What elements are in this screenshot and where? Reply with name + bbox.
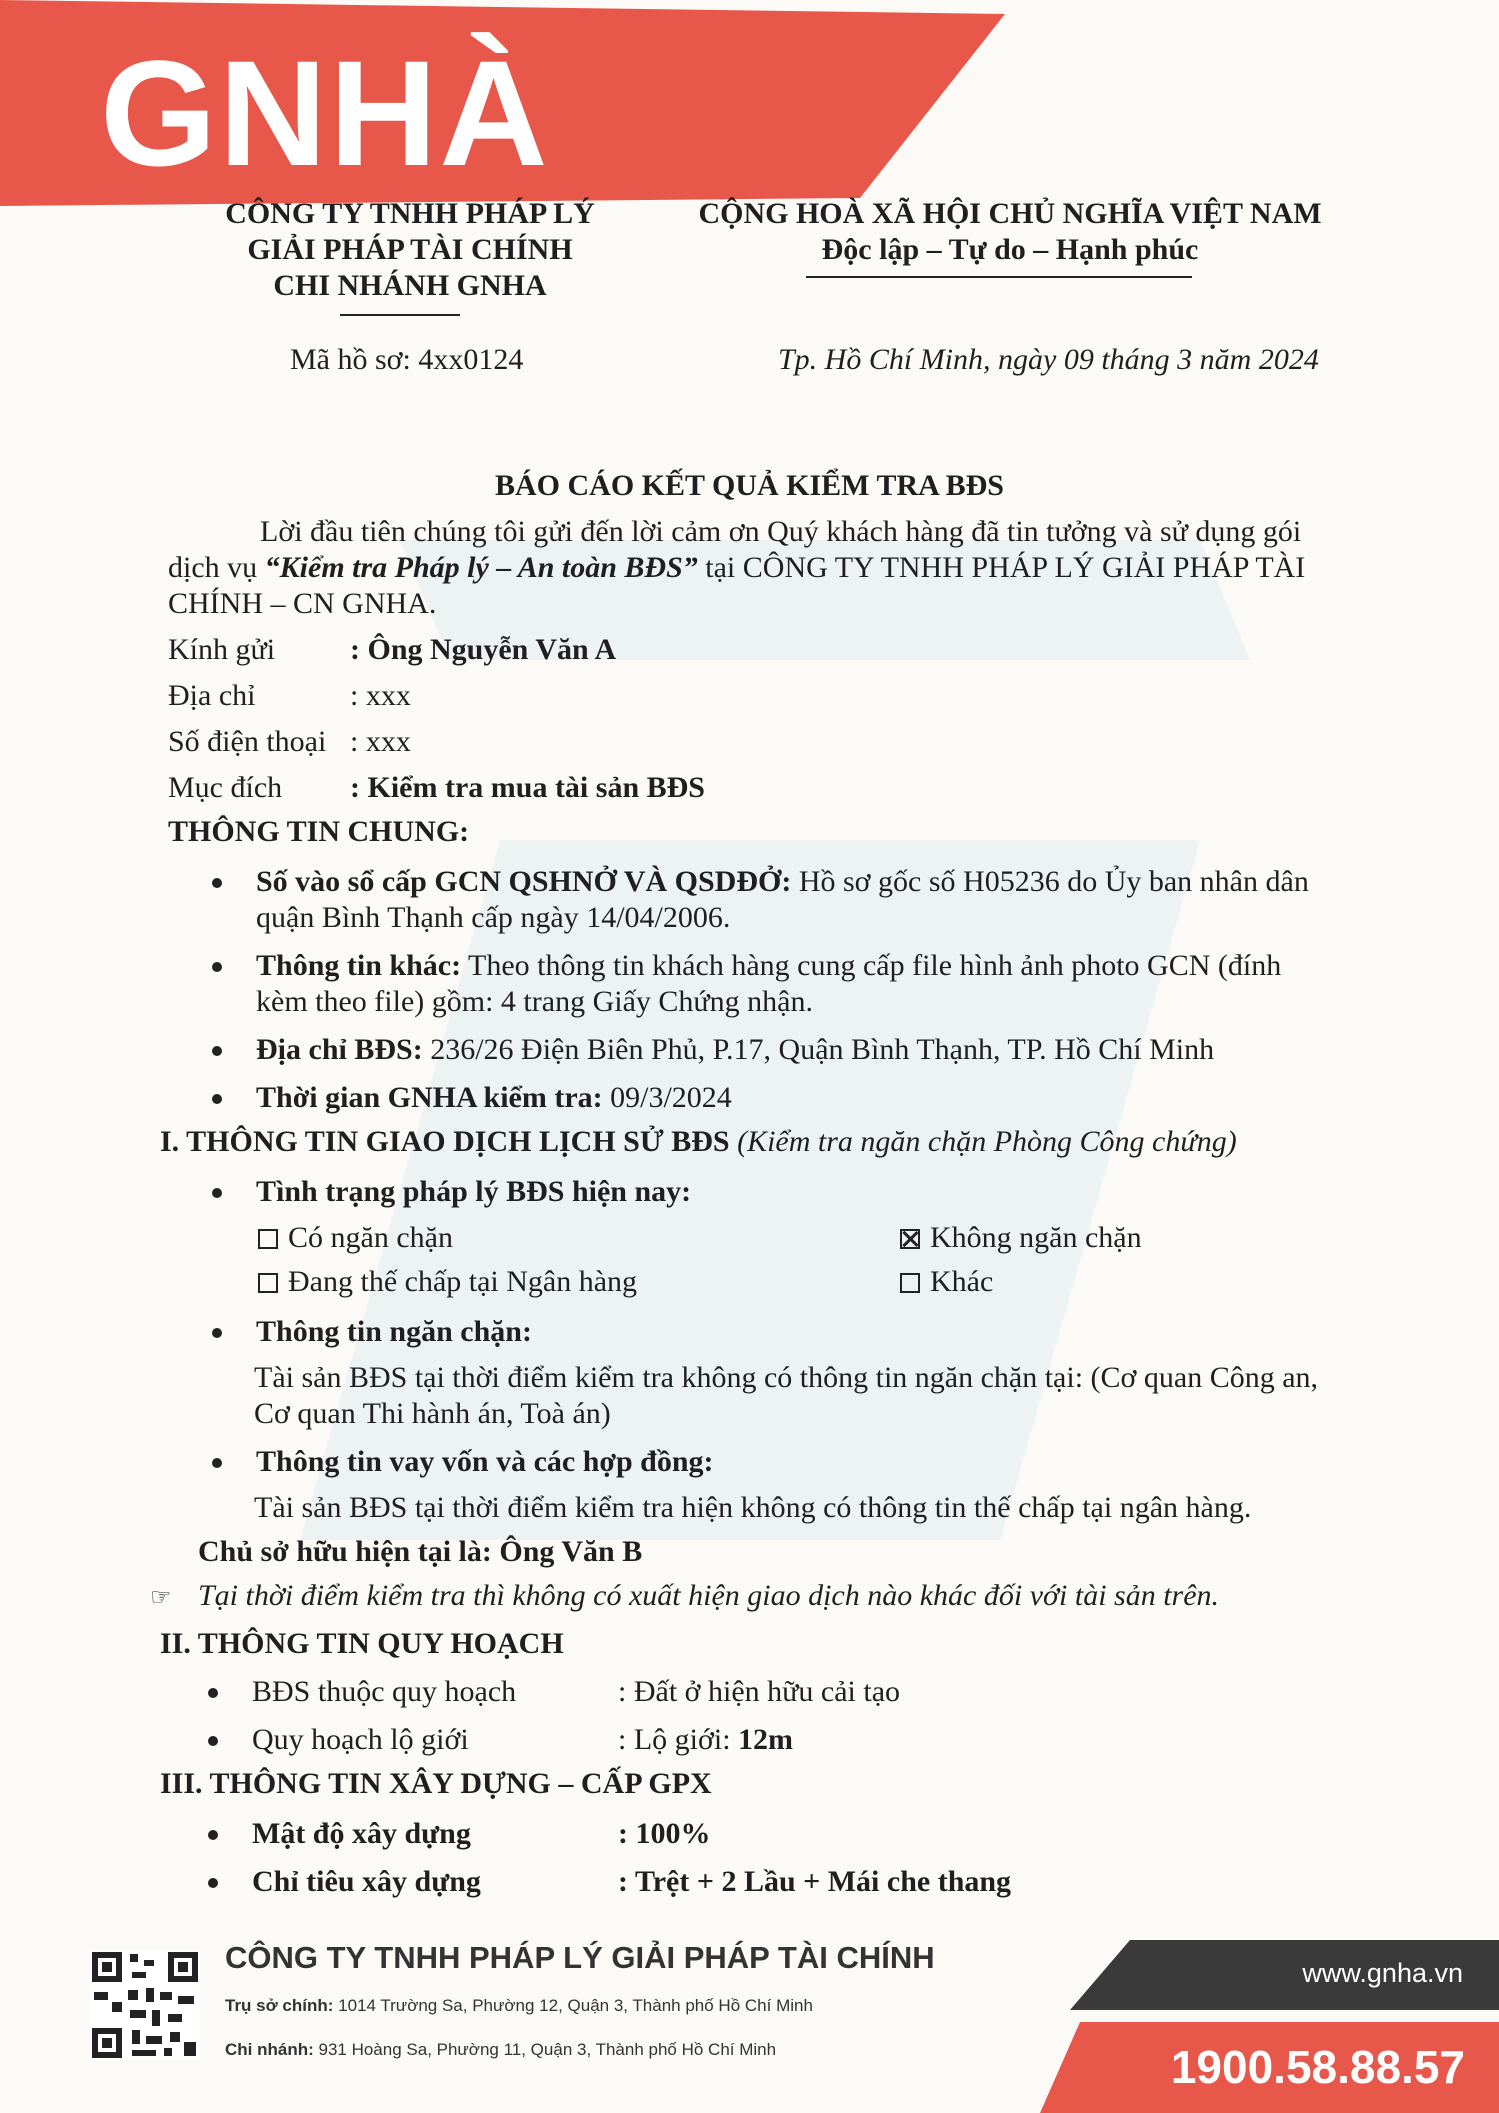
company-line-3: CHI NHÁNH GNHA [273, 269, 547, 302]
block-info-text-1: Tài sản BĐS tại thời điểm kiểm tra không có thông tin ngăn chặn tại: (Cơ quan Công an, [254, 1361, 1319, 1394]
company-underline [340, 314, 460, 316]
recipient-value-3: : Kiểm tra mua tài sản BĐS [350, 771, 705, 804]
checkbox-icon [258, 1273, 278, 1293]
recipient-value-2: : xxx [350, 725, 411, 758]
company-logo: GNHÀ [100, 29, 550, 197]
section1-heading: I. THÔNG TIN GIAO DỊCH LỊCH SỬ BĐS (Kiểm tra ngăn chặn Phòng Công chứng) [160, 1125, 1237, 1158]
recipient-label-2: Số điện thoại [168, 725, 327, 758]
general-bullet-2: Thông tin khác: Theo thông tin khách hàng cung cấp file hình ảnh photo GCN (đính [256, 949, 1282, 982]
legal-status-label: Tình trạng pháp lý BĐS hiện nay: [256, 1175, 692, 1208]
company-line-2: GIẢI PHÁP TÀI CHÍNH [247, 233, 573, 266]
company-header [170, 196, 650, 304]
report-title: BÁO CÁO KẾT QUẢ KIỂM TRA BĐS [495, 469, 1004, 502]
pointing-hand-icon: ☞ [150, 1585, 172, 1611]
company-line-1: CÔNG TY TNHH PHÁP LÝ [225, 197, 595, 230]
option-not-blocked: Không ngăn chặn [900, 1220, 1142, 1256]
recipient-value-0: : Ông Nguyễn Văn A [350, 633, 617, 666]
planning-row-value-0: : Đất ở hiện hữu cải tạo [618, 1675, 901, 1708]
construction-row-label-0: Mật độ xây dựng [252, 1817, 471, 1850]
general-bullet-2-cont: kèm theo file) gồm: 4 trang Giấy Chứng nhận. [256, 985, 813, 1018]
place-date: Tp. Hồ Chí Minh, ngày 09 tháng 3 năm 2024 [778, 343, 1319, 376]
construction-row-value-1: : Trệt + 2 Lầu + Mái che thang [618, 1865, 1012, 1898]
motto-underline [806, 276, 1192, 278]
option-mortgaged: Đang thế chấp tại Ngân hàng [258, 1264, 637, 1300]
option-other: Khác [900, 1264, 993, 1300]
loan-info-text: Tài sản BĐS tại thời điểm kiểm tra hiện không có thông tin thế chấp tại ngân hàng. [254, 1491, 1252, 1524]
footer-hq: Trụ sở chính: 1014 Trường Sa, Phường 12, Quận 3, Thành phố Hồ Chí Minh [225, 1996, 813, 2015]
checked-checkbox-icon [900, 1229, 920, 1249]
hotline-number[interactable]: 1900.58.88.57 [1170, 2041, 1465, 2093]
transaction-note: Tại thời điểm kiểm tra thì không có xuất hiện giao dịch nào khác đối với tài sản trên. [198, 1579, 1220, 1612]
nation-header [650, 196, 1370, 268]
nation-title: CỘNG HOÀ XÃ HỘI CHỦ NGHĨA VIỆT NAM [698, 197, 1322, 230]
recipient-value-1: : xxx [350, 679, 411, 712]
recipient-label-1: Địa chỉ [168, 679, 256, 712]
block-info-label: Thông tin ngăn chặn: [256, 1315, 532, 1348]
construction-row-value-0: : 100% [618, 1817, 711, 1850]
qr-code-icon [90, 1950, 200, 2060]
nation-motto: Độc lập – Tự do – Hạnh phúc [821, 233, 1199, 266]
section2-heading: II. THÔNG TIN QUY HOẠCH [160, 1627, 564, 1660]
general-bullet-3: Địa chỉ BĐS: 236/26 Điện Biên Phủ, P.17, Quận Bình Thạnh, TP. Hồ Chí Minh [256, 1033, 1215, 1066]
general-heading: THÔNG TIN CHUNG: [168, 815, 470, 848]
footer-company-name: CÔNG TY TNHH PHÁP LÝ GIẢI PHÁP TÀI CHÍNH [225, 1940, 935, 1975]
intro-line-2: dịch vụ “Kiểm tra Pháp lý – An toàn BĐS” tại CÔNG TY TNHH PHÁP LÝ GIẢI PHÁP TÀI [168, 551, 1306, 584]
footer-branch: Chi nhánh: 931 Hoàng Sa, Phường 11, Quận 3, Thành phố Hồ Chí Minh [225, 2040, 777, 2059]
general-bullet-1: Số vào sổ cấp GCN QSHNỞ VÀ QSDĐỞ: Hồ sơ gốc số H05236 do Ủy ban nhân dân [256, 865, 1309, 898]
general-bullet-4: Thời gian GNHA kiểm tra: 09/3/2024 [256, 1081, 732, 1114]
section3-heading: III. THÔNG TIN XÂY DỰNG – CẤP GPX [160, 1767, 712, 1800]
website-link[interactable]: www.gnha.vn [1302, 1958, 1463, 1988]
checkbox-icon [900, 1273, 920, 1293]
planning-row-label-1: Quy hoạch lộ giới [252, 1723, 469, 1756]
planning-row-label-0: BĐS thuộc quy hoạch [252, 1675, 517, 1708]
general-bullet-1-cont: quận Bình Thạnh cấp ngày 14/04/2006. [256, 901, 731, 934]
intro-line-1: Lời đầu tiên chúng tôi gửi đến lời cảm ơn Quý khách hàng đã tin tưởng và sử dụng gói [260, 515, 1302, 548]
planning-row-value-1: : Lộ giới: 12m [618, 1723, 794, 1756]
checkbox-icon [258, 1229, 278, 1249]
file-code: Mã hồ sơ: 4xx0124 [290, 343, 524, 376]
construction-row-label-1: Chỉ tiêu xây dựng [252, 1865, 481, 1898]
option-blocked: Có ngăn chặn [258, 1220, 453, 1256]
recipient-label-3: Mục đích [168, 771, 283, 804]
block-info-text-2: Cơ quan Thi hành án, Toà án) [254, 1397, 611, 1430]
recipient-label-0: Kính gửi [168, 633, 276, 666]
intro-line-3: CHÍNH – CN GNHA. [168, 587, 437, 620]
loan-info-label: Thông tin vay vốn và các hợp đồng: [256, 1445, 714, 1478]
current-owner: Chủ sở hữu hiện tại là: Ông Văn B [198, 1535, 643, 1568]
